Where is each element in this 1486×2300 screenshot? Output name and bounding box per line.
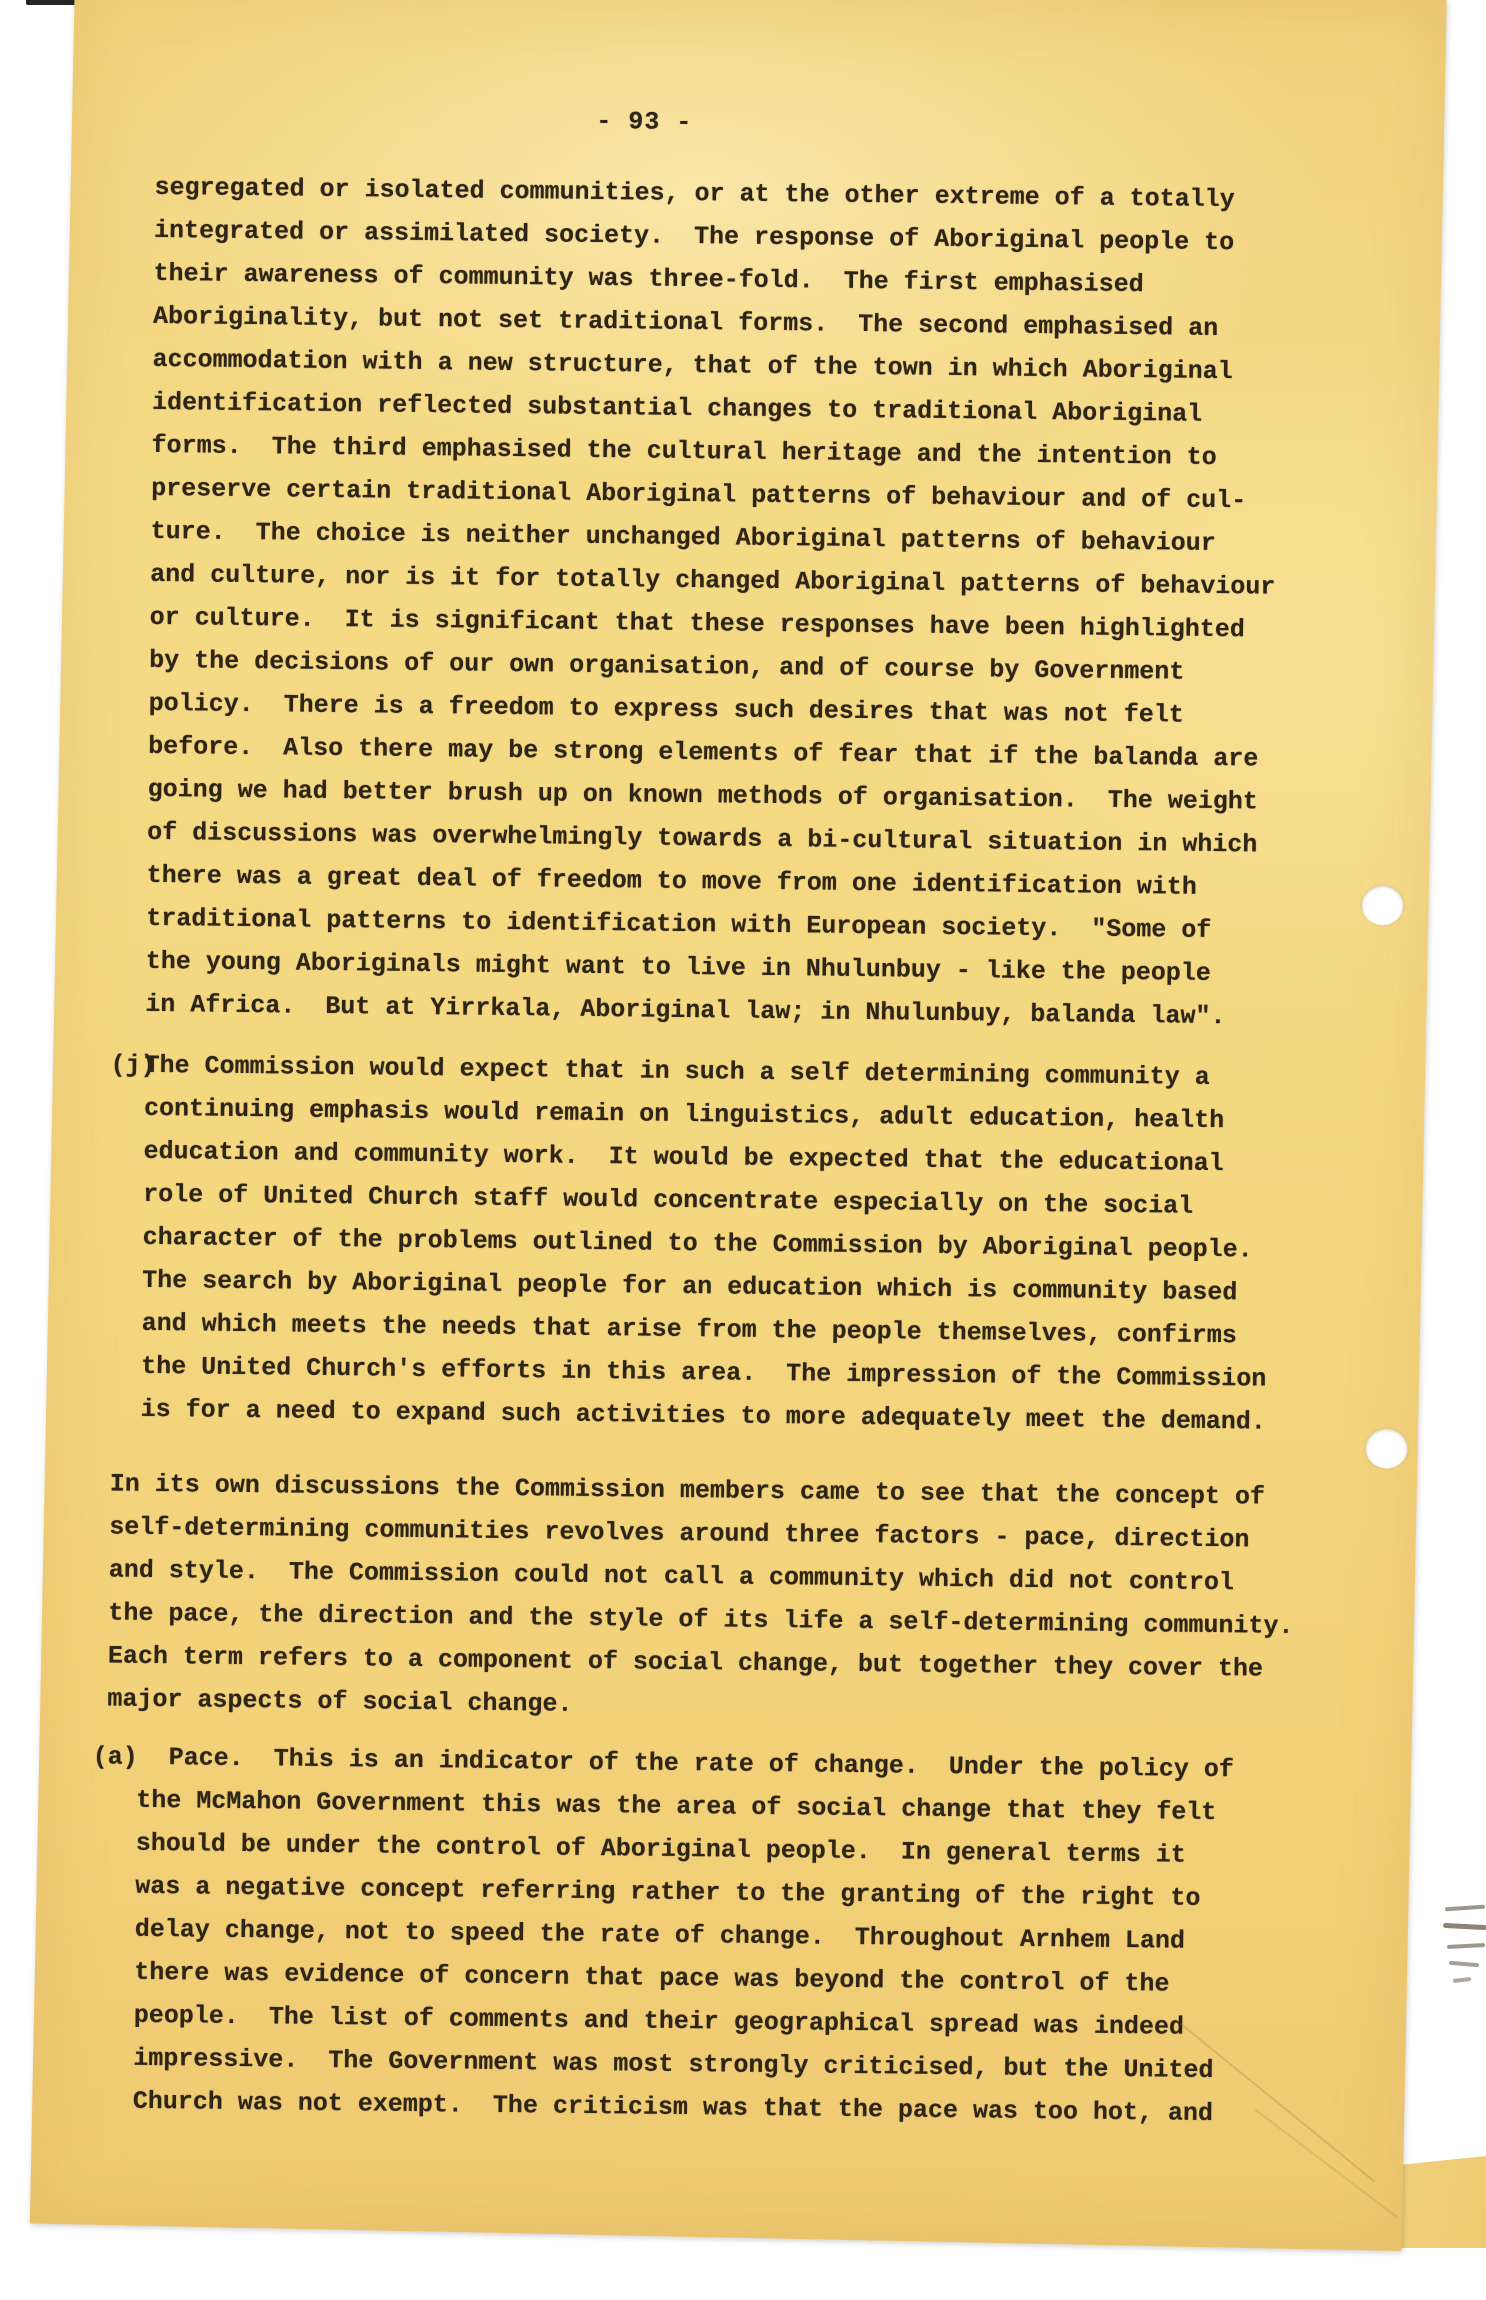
text-line: before. Also there may be strong elements of fear that if the balanda are — [148, 731, 1259, 774]
text-line: education and community work. It would be expected that the educational — [143, 1136, 1224, 1179]
text-line: should be under the control of Aboriginal people. In general terms it — [135, 1828, 1187, 1870]
paragraph — [145, 166, 1280, 1039]
text-line: Aboriginality, but not set traditional forms. The second emphasised an — [152, 301, 1219, 343]
text-line: major aspects of social change. — [107, 1684, 573, 1719]
typed-content — [49, 0, 1446, 2239]
text-line: by the decisions of our own organisation, and of course by Government — [149, 645, 1185, 687]
text-line: self-determining communities revolves around three factors - pace, direction — [109, 1512, 1250, 1555]
text-line: the young Aboriginals might want to live in Nhulunbuy - like the people — [145, 946, 1212, 988]
text-line: Church was not exempt. The criticism was that the pace was too hot, and — [132, 2086, 1214, 2129]
text-line: role of United Church staff would concentrate especially on the social — [142, 1179, 1194, 1221]
text-line: and style. The Commission could not call a community which did not control — [108, 1555, 1235, 1598]
text-line: delay change, not to speed the rate of change. Throughout Arnhem Land — [134, 1914, 1186, 1956]
text-line: The Commission would expect that in such a self determining community a — [144, 1050, 1210, 1092]
text-line: going we had better brush up on known methods of organisation. The weight — [147, 774, 1259, 817]
text-line: is for a need to expand such activities to more adequately meet the demand. — [140, 1394, 1266, 1437]
text-line: Pace. This is an indicator of the rate of change. Under the policy of — [168, 1743, 1235, 1785]
text-line: and which meets the needs that arise from the people themselves, confirms — [141, 1308, 1237, 1351]
text-line: ture. The choice is neither unchanged Aboriginal patterns of behaviour — [150, 516, 1216, 558]
paragraph-item-j — [110, 1044, 1270, 1444]
paper-page — [30, 0, 1447, 2251]
text-line: continuing emphasis would remain on linguistics, adult education, health — [143, 1093, 1225, 1136]
text-line: or culture. It is significant that these responses have been highlighted — [149, 602, 1245, 645]
text-line: their awareness of community was three-fold. The first emphasised — [153, 258, 1144, 300]
text-line: preserve certain traditional Aboriginal patterns of behaviour and of cul- — [150, 473, 1247, 516]
text-line: integrated or assimilated society. The response of Aboriginal people to — [153, 215, 1235, 258]
text-line: The search by Aboriginal people for an education which is community based — [141, 1265, 1238, 1308]
page-number: - 93 - — [596, 106, 693, 138]
paragraph — [107, 1462, 1295, 1733]
text-line: In its own discussions the Commission members came to see that the concept of — [109, 1469, 1266, 1512]
text-line: the pace, the direction and the style of its life a self-determining community. — [108, 1598, 1294, 1641]
text-line: the McMahon Government this was the area of social change that they felt — [136, 1785, 1217, 1828]
text-line: Each term refers to a component of social change, but together they cover the — [107, 1641, 1264, 1684]
tear-mark — [1443, 1898, 1486, 1993]
text-line: segregated or isolated communities, or at the other extreme of a totally — [154, 172, 1235, 215]
text-line: the United Church's efforts in this area. The impression of the Commission — [141, 1351, 1267, 1394]
text-line: accommodation with a new structure, that of the town in which Aboriginal — [152, 344, 1233, 387]
text-line: policy. There is a freedom to express such desires that was not felt — [148, 688, 1184, 730]
text-line: in Africa. But at Yirrkala, Aboriginal law; in Nhulunbuy, balanda law". — [145, 989, 1226, 1032]
text-line: of discussions was overwhelmingly towards a bi-cultural situation in which — [147, 817, 1258, 860]
paragraph-item-a — [92, 1736, 1235, 2135]
text-line: impressive. The Government was most strongly criticised, but the United — [133, 2043, 1214, 2086]
paragraph-marker: (a) — [92, 1742, 138, 1772]
text-line: people. The list of comments and their geographical spread was indeed — [133, 2000, 1185, 2042]
paragraph-marker: (j) — [110, 1050, 156, 1080]
text-line: forms. The third emphasised the cultural heritage and the intention to — [151, 430, 1217, 472]
text-line: traditional patterns to identification with European society. "Some of — [146, 903, 1212, 945]
text-line: and culture, nor is it for totally changed Aboriginal patterns of behaviour — [150, 559, 1276, 602]
text-line: there was evidence of concern that pace was beyond the control of the — [134, 1957, 1170, 1999]
text-line: character of the problems outlined to the Commission by Aboriginal people. — [142, 1222, 1253, 1265]
text-line: identification reflected substantial changes to traditional Aboriginal — [151, 387, 1203, 429]
text-line: was a negative concept referring rather to the granting of the right to — [135, 1871, 1201, 1913]
text-line: there was a great deal of freedom to move from one identification with — [146, 860, 1198, 902]
